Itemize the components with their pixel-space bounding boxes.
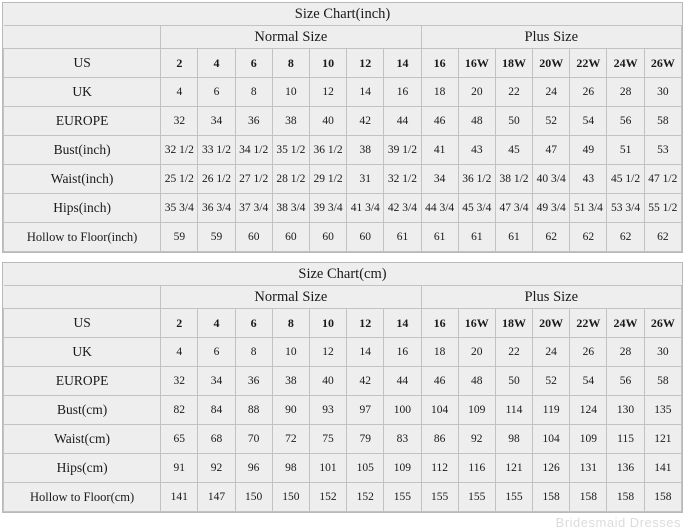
row-label-us-inch: US (4, 49, 161, 78)
cell-value: 83 (384, 425, 421, 454)
cell-value: 14 (384, 49, 421, 78)
cell-value: 155 (458, 483, 495, 512)
table-row (4, 454, 682, 483)
cell-value: 39 1/2 (384, 136, 421, 165)
cell-value: 100 (384, 396, 421, 425)
size-table-cm (3, 263, 682, 512)
cell-value: 109 (570, 425, 607, 454)
cell-value: 53 (644, 136, 681, 165)
cell-value: 6 (198, 78, 235, 107)
cell-value: 158 (644, 483, 681, 512)
cell-value: 84 (198, 396, 235, 425)
cell-value: 88 (235, 396, 272, 425)
cell-value: 47 1/2 (644, 165, 681, 194)
cell-value: 155 (421, 483, 458, 512)
cell-value: 52 (533, 107, 570, 136)
cell-value: 4 (198, 49, 235, 78)
cell-value: 155 (495, 483, 532, 512)
cell-value: 44 (384, 107, 421, 136)
cell-value: 38 (272, 107, 309, 136)
cell-value: 35 1/2 (272, 136, 309, 165)
cell-value: 114 (495, 396, 532, 425)
cell-value: 44 (384, 367, 421, 396)
cell-value: 116 (458, 454, 495, 483)
cell-value: 18 (421, 338, 458, 367)
cell-value: 46 (421, 107, 458, 136)
cell-value: 49 (570, 136, 607, 165)
size-chart-cm (2, 262, 683, 513)
cell-value: 36 3/4 (198, 194, 235, 223)
cell-value: 121 (644, 425, 681, 454)
cell-value: 38 3/4 (272, 194, 309, 223)
cell-value: 24W (607, 49, 644, 78)
group-plus-size-inch: Plus Size (421, 26, 681, 49)
cell-value: 8 (235, 78, 272, 107)
cell-value: 22 (495, 78, 532, 107)
cell-value: 37 3/4 (235, 194, 272, 223)
cell-value: 135 (644, 396, 681, 425)
cell-value: 26 (570, 78, 607, 107)
cell-value: 91 (161, 454, 198, 483)
cell-value: 20 (458, 78, 495, 107)
cell-value: 43 (458, 136, 495, 165)
row-label-hips-cm: Hips(cm) (4, 454, 161, 483)
table-row-title (4, 263, 682, 286)
row-label-bust-cm: Bust(cm) (4, 396, 161, 425)
cell-value: 26W (644, 309, 681, 338)
cell-value: 47 (533, 136, 570, 165)
cell-value: 44 3/4 (421, 194, 458, 223)
cell-value: 61 (384, 223, 421, 252)
table-row (4, 136, 682, 165)
cell-value: 147 (198, 483, 235, 512)
cell-value: 155 (384, 483, 421, 512)
cell-value: 62 (607, 223, 644, 252)
cell-value: 53 3/4 (607, 194, 644, 223)
size-chart-inch (2, 2, 683, 253)
cell-value: 25 1/2 (161, 165, 198, 194)
cell-value: 12 (309, 78, 346, 107)
row-label-europe-cm: EUROPE (4, 367, 161, 396)
cell-value: 42 (347, 107, 384, 136)
cell-value: 4 (161, 78, 198, 107)
cell-value: 49 3/4 (533, 194, 570, 223)
cell-value: 59 (198, 223, 235, 252)
cell-value: 130 (607, 396, 644, 425)
cell-value: 42 3/4 (384, 194, 421, 223)
cell-value: 40 3/4 (533, 165, 570, 194)
cell-value: 32 (161, 107, 198, 136)
cell-value: 62 (570, 223, 607, 252)
cell-value: 56 (607, 367, 644, 396)
cell-value: 28 1/2 (272, 165, 309, 194)
cell-value: 46 (421, 367, 458, 396)
cell-value: 61 (421, 223, 458, 252)
cell-value: 16 (384, 338, 421, 367)
group-plus-size-cm: Plus Size (421, 286, 681, 309)
cell-value: 36 (235, 107, 272, 136)
cell-value: 104 (533, 425, 570, 454)
table-row-groups (4, 26, 682, 49)
table-row (4, 483, 682, 512)
cell-value: 10 (272, 338, 309, 367)
cell-value: 32 1/2 (384, 165, 421, 194)
table-row (4, 396, 682, 425)
group-normal-size-cm: Normal Size (161, 286, 421, 309)
cell-value: 92 (458, 425, 495, 454)
row-label-europe-inch: EUROPE (4, 107, 161, 136)
cell-value: 58 (644, 107, 681, 136)
cell-value: 10 (272, 78, 309, 107)
table-row (4, 194, 682, 223)
cell-value: 52 (533, 367, 570, 396)
cell-value: 48 (458, 367, 495, 396)
cell-value: 50 (495, 107, 532, 136)
cell-value: 90 (272, 396, 309, 425)
cell-value: 18W (495, 49, 532, 78)
cell-value: 14 (347, 338, 384, 367)
cell-value: 92 (198, 454, 235, 483)
cell-value: 16 (384, 78, 421, 107)
cell-value: 8 (272, 49, 309, 78)
cell-value: 8 (272, 309, 309, 338)
cell-value: 42 (347, 367, 384, 396)
cell-value: 45 3/4 (458, 194, 495, 223)
cell-value: 158 (533, 483, 570, 512)
cell-value: 60 (235, 223, 272, 252)
cell-value: 10 (309, 49, 346, 78)
cell-value: 68 (198, 425, 235, 454)
cell-value: 36 1/2 (309, 136, 346, 165)
cell-value: 104 (421, 396, 458, 425)
cell-value: 24 (533, 78, 570, 107)
cell-value: 38 (347, 136, 384, 165)
cell-value: 12 (347, 49, 384, 78)
table-row (4, 107, 682, 136)
cell-value: 12 (309, 338, 346, 367)
cell-value: 4 (198, 309, 235, 338)
cell-value: 75 (309, 425, 346, 454)
cell-value: 24 (533, 338, 570, 367)
cell-value: 24W (607, 309, 644, 338)
row-label-uk-cm: UK (4, 338, 161, 367)
cell-value: 112 (421, 454, 458, 483)
cell-value: 4 (161, 338, 198, 367)
cell-value: 97 (347, 396, 384, 425)
cell-value: 126 (533, 454, 570, 483)
cell-value: 62 (533, 223, 570, 252)
table-row (4, 223, 682, 252)
cell-value: 141 (161, 483, 198, 512)
cell-value: 38 1/2 (495, 165, 532, 194)
cell-value: 14 (384, 309, 421, 338)
cell-value: 119 (533, 396, 570, 425)
cell-value: 131 (570, 454, 607, 483)
row-label-us-cm: US (4, 309, 161, 338)
cell-value: 36 1/2 (458, 165, 495, 194)
cell-value: 98 (495, 425, 532, 454)
cell-value: 43 (570, 165, 607, 194)
cell-value: 28 (607, 78, 644, 107)
cell-value: 59 (161, 223, 198, 252)
cell-value: 98 (272, 454, 309, 483)
cell-value: 47 3/4 (495, 194, 532, 223)
cell-value: 18 (421, 78, 458, 107)
cell-value: 34 (421, 165, 458, 194)
cell-value: 62 (644, 223, 681, 252)
cell-value: 31 (347, 165, 384, 194)
cell-value: 55 1/2 (644, 194, 681, 223)
cell-value: 18W (495, 309, 532, 338)
group-normal-size-inch: Normal Size (161, 26, 421, 49)
cell-value: 58 (644, 367, 681, 396)
cell-value: 2 (161, 49, 198, 78)
cell-value: 2 (161, 309, 198, 338)
cell-value: 28 (607, 338, 644, 367)
cell-value: 60 (347, 223, 384, 252)
cell-value: 40 (309, 107, 346, 136)
cell-value: 121 (495, 454, 532, 483)
cell-value: 65 (161, 425, 198, 454)
cell-value: 54 (570, 107, 607, 136)
row-label-bust-inch: Bust(inch) (4, 136, 161, 165)
cell-value: 79 (347, 425, 384, 454)
cell-value: 38 (272, 367, 309, 396)
cell-value: 56 (607, 107, 644, 136)
cell-value: 41 3/4 (347, 194, 384, 223)
cell-value: 109 (458, 396, 495, 425)
cell-value: 70 (235, 425, 272, 454)
chart-title-inch: Size Chart(inch) (4, 3, 682, 26)
row-label-waist-cm: Waist(cm) (4, 425, 161, 454)
cell-value: 136 (607, 454, 644, 483)
table-row-groups (4, 286, 682, 309)
cell-value: 36 (235, 367, 272, 396)
cell-value: 20W (533, 49, 570, 78)
cell-value: 40 (309, 367, 346, 396)
cell-value: 34 (198, 367, 235, 396)
cell-value: 61 (495, 223, 532, 252)
cell-value: 72 (272, 425, 309, 454)
cell-value: 45 (495, 136, 532, 165)
cell-value: 109 (384, 454, 421, 483)
row-label-hollow-to-floor-inch: Hollow to Floor(inch) (4, 223, 161, 252)
cell-value: 35 3/4 (161, 194, 198, 223)
cell-value: 150 (272, 483, 309, 512)
cell-value: 26 (570, 338, 607, 367)
group-blank-cell (4, 286, 161, 309)
cell-value: 152 (309, 483, 346, 512)
cell-value: 93 (309, 396, 346, 425)
table-row (4, 338, 682, 367)
cell-value: 8 (235, 338, 272, 367)
cell-value: 33 1/2 (198, 136, 235, 165)
cell-value: 22 (495, 338, 532, 367)
cell-value: 50 (495, 367, 532, 396)
cell-value: 152 (347, 483, 384, 512)
size-chart-page (0, 2, 685, 531)
cell-value: 26W (644, 49, 681, 78)
table-row (4, 425, 682, 454)
row-label-hips-inch: Hips(inch) (4, 194, 161, 223)
cell-value: 96 (235, 454, 272, 483)
table-row (4, 49, 682, 78)
table-row (4, 309, 682, 338)
cell-value: 101 (309, 454, 346, 483)
table-row (4, 165, 682, 194)
cell-value: 60 (309, 223, 346, 252)
cell-value: 115 (607, 425, 644, 454)
cell-value: 12 (347, 309, 384, 338)
cell-value: 158 (607, 483, 644, 512)
cell-value: 32 (161, 367, 198, 396)
cell-value: 48 (458, 107, 495, 136)
cell-value: 86 (421, 425, 458, 454)
cell-value: 82 (161, 396, 198, 425)
cell-value: 22W (570, 309, 607, 338)
cell-value: 141 (644, 454, 681, 483)
cell-value: 27 1/2 (235, 165, 272, 194)
table-row (4, 78, 682, 107)
cell-value: 60 (272, 223, 309, 252)
cell-value: 41 (421, 136, 458, 165)
cell-value: 61 (458, 223, 495, 252)
cell-value: 26 1/2 (198, 165, 235, 194)
group-blank-cell (4, 26, 161, 49)
table-row-title (4, 3, 682, 26)
cell-value: 16 (421, 49, 458, 78)
cell-value: 30 (644, 338, 681, 367)
cell-value: 45 1/2 (607, 165, 644, 194)
cell-value: 10 (309, 309, 346, 338)
cell-value: 51 (607, 136, 644, 165)
cell-value: 6 (235, 309, 272, 338)
cell-value: 29 1/2 (309, 165, 346, 194)
cell-value: 39 3/4 (309, 194, 346, 223)
cell-value: 30 (644, 78, 681, 107)
cell-value: 22W (570, 49, 607, 78)
cell-value: 16 (421, 309, 458, 338)
cell-value: 34 1/2 (235, 136, 272, 165)
cell-value: 105 (347, 454, 384, 483)
cell-value: 34 (198, 107, 235, 136)
cell-value: 20W (533, 309, 570, 338)
cell-value: 6 (198, 338, 235, 367)
cell-value: 20 (458, 338, 495, 367)
cell-value: 14 (347, 78, 384, 107)
cell-value: 16W (458, 49, 495, 78)
row-label-hollow-to-floor-cm: Hollow to Floor(cm) (4, 483, 161, 512)
cell-value: 32 1/2 (161, 136, 198, 165)
cell-value: 6 (235, 49, 272, 78)
cell-value: 158 (570, 483, 607, 512)
table-row (4, 367, 682, 396)
watermark-text: Bridesmaid Dresses (555, 515, 681, 530)
row-label-uk-inch: UK (4, 78, 161, 107)
cell-value: 51 3/4 (570, 194, 607, 223)
row-label-waist-inch: Waist(inch) (4, 165, 161, 194)
size-table-inch (3, 3, 682, 252)
cell-value: 124 (570, 396, 607, 425)
cell-value: 150 (235, 483, 272, 512)
chart-title-cm: Size Chart(cm) (4, 263, 682, 286)
cell-value: 16W (458, 309, 495, 338)
cell-value: 54 (570, 367, 607, 396)
